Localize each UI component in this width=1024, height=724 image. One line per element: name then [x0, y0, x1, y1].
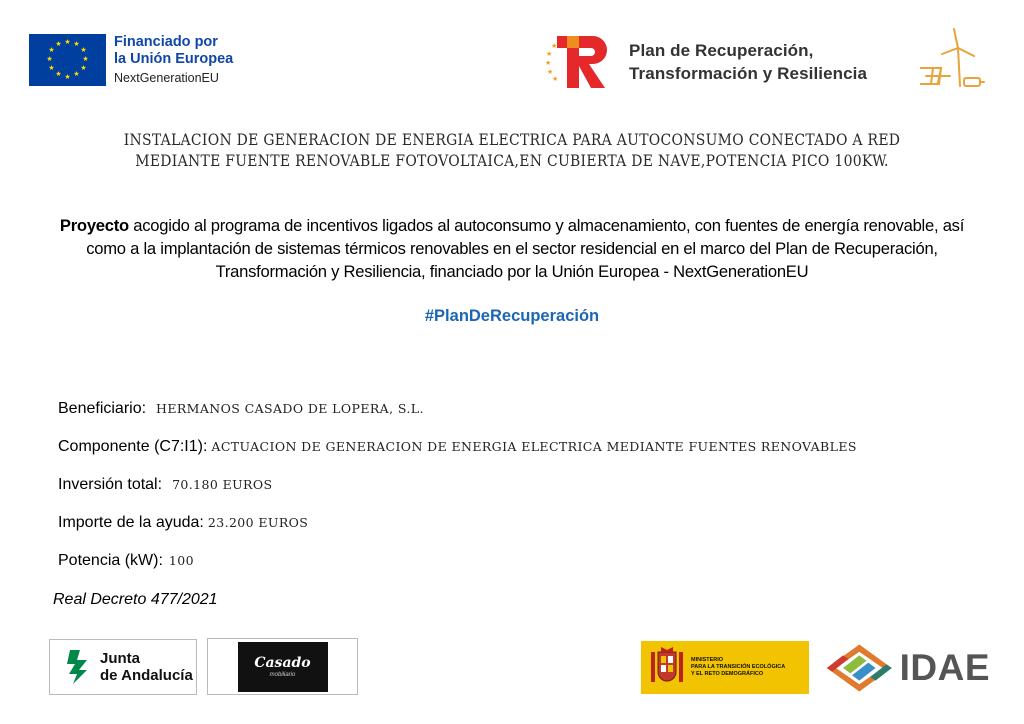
project-title — [40, 130, 984, 172]
svg-text:★: ★ — [552, 75, 559, 83]
project-title-line1: INSTALACION DE GENERACION DE ENERGIA ELECTRICA PARA AUTOCONSUMO CONECTADO A RED — [123, 131, 901, 149]
prtr-title-line1: Plan de Recuperación, — [629, 41, 814, 60]
description-lead: Proyecto — [59, 216, 129, 235]
coat-of-arms-icon — [649, 646, 685, 690]
potencia-label: Potencia (kW): — [58, 552, 163, 569]
eu-funding-line1: Financiado por — [114, 34, 218, 50]
junta-line1: Junta — [100, 650, 141, 667]
idae-wordmark: IDAE — [899, 647, 990, 688]
inversion-label: Inversión total: — [58, 476, 163, 493]
detail-row-ayuda — [58, 514, 857, 552]
project-details — [58, 400, 857, 590]
ministerio-line2: PARA LA TRANSICIÓN ECOLÓGICA — [691, 664, 786, 670]
real-decreto: Real Decreto 477/2021 — [53, 591, 218, 608]
junta-line2: de Andalucía — [100, 667, 193, 684]
detail-row-beneficiario — [58, 400, 857, 438]
beneficiario-label: Beneficiario: — [58, 400, 147, 417]
casado-name: Casado — [254, 655, 311, 671]
svg-text:★: ★ — [545, 59, 552, 67]
ayuda-label: Importe de la ayuda: — [58, 514, 204, 531]
detail-row-potencia — [58, 552, 857, 590]
beneficiario-value: HERMANOS CASADO DE LOPERA, S.L. — [156, 401, 424, 416]
hashtag: #PlanDeRecuperación — [424, 307, 600, 325]
casado-sub: mobiliario — [269, 672, 296, 678]
idae-logo — [825, 640, 990, 696]
componente-value: ACTUACION DE GENERACION DE ENERGIA ELECTRICA MEDIANTE FUENTES RENOVABLES — [211, 439, 857, 454]
prtr-title-line2: Transformación y Resiliencia — [629, 64, 868, 83]
program-description — [40, 214, 984, 283]
detail-row-inversion — [58, 476, 857, 514]
potencia-value: 100 — [168, 553, 194, 568]
ayuda-value: 23.200 EUROS — [207, 515, 309, 530]
prtr-mark-icon — [545, 32, 615, 92]
eu-flag-icon: ★ ★ ★ ★ ★ ★ ★ ★ ★ ★ ★ ★ — [29, 34, 106, 86]
svg-text:★: ★ — [547, 68, 554, 76]
inversion-value: 70.180 EUROS — [172, 477, 273, 492]
description-text: acogido al programa de incentivos ligados al autoconsumo y almacenamiento, con fuentes de energía renovable, así como a la implantación de sistemas térmicos renovables en el sector residencial en el marco del Plan de Recuperación, Transformación y Resiliencia, financiado por la Unión Europea - NextGenerationEU — [86, 216, 965, 281]
componente-label: Componente (C7:I1): — [58, 438, 208, 455]
idae-icon — [825, 640, 894, 696]
svg-text:★: ★ — [551, 42, 558, 50]
ministerio-logo — [641, 641, 809, 694]
eu-funding-line3: NextGenerationEU — [114, 71, 219, 85]
project-title-line2: MEDIANTE FUENTE RENOVABLE FOTOVOLTAICA,EN CUBIERTA DE NAVE,POTENCIA PICO 100KW. — [135, 152, 889, 170]
ministerio-line1: MINISTERIO — [691, 657, 724, 663]
ministerio-line3: Y EL RETO DEMOGRÁFICO — [691, 671, 764, 677]
detail-row-componente — [58, 438, 857, 476]
casado-logo — [207, 638, 358, 695]
wind-solar-icon — [920, 26, 986, 98]
eu-funding-logo — [29, 34, 233, 87]
svg-text:★: ★ — [546, 50, 553, 58]
prtr-logo — [545, 32, 867, 92]
eu-funding-line2: la Unión Europea — [114, 51, 234, 67]
junta-andalucia-icon — [56, 648, 94, 686]
junta-andalucia-logo — [49, 639, 197, 695]
